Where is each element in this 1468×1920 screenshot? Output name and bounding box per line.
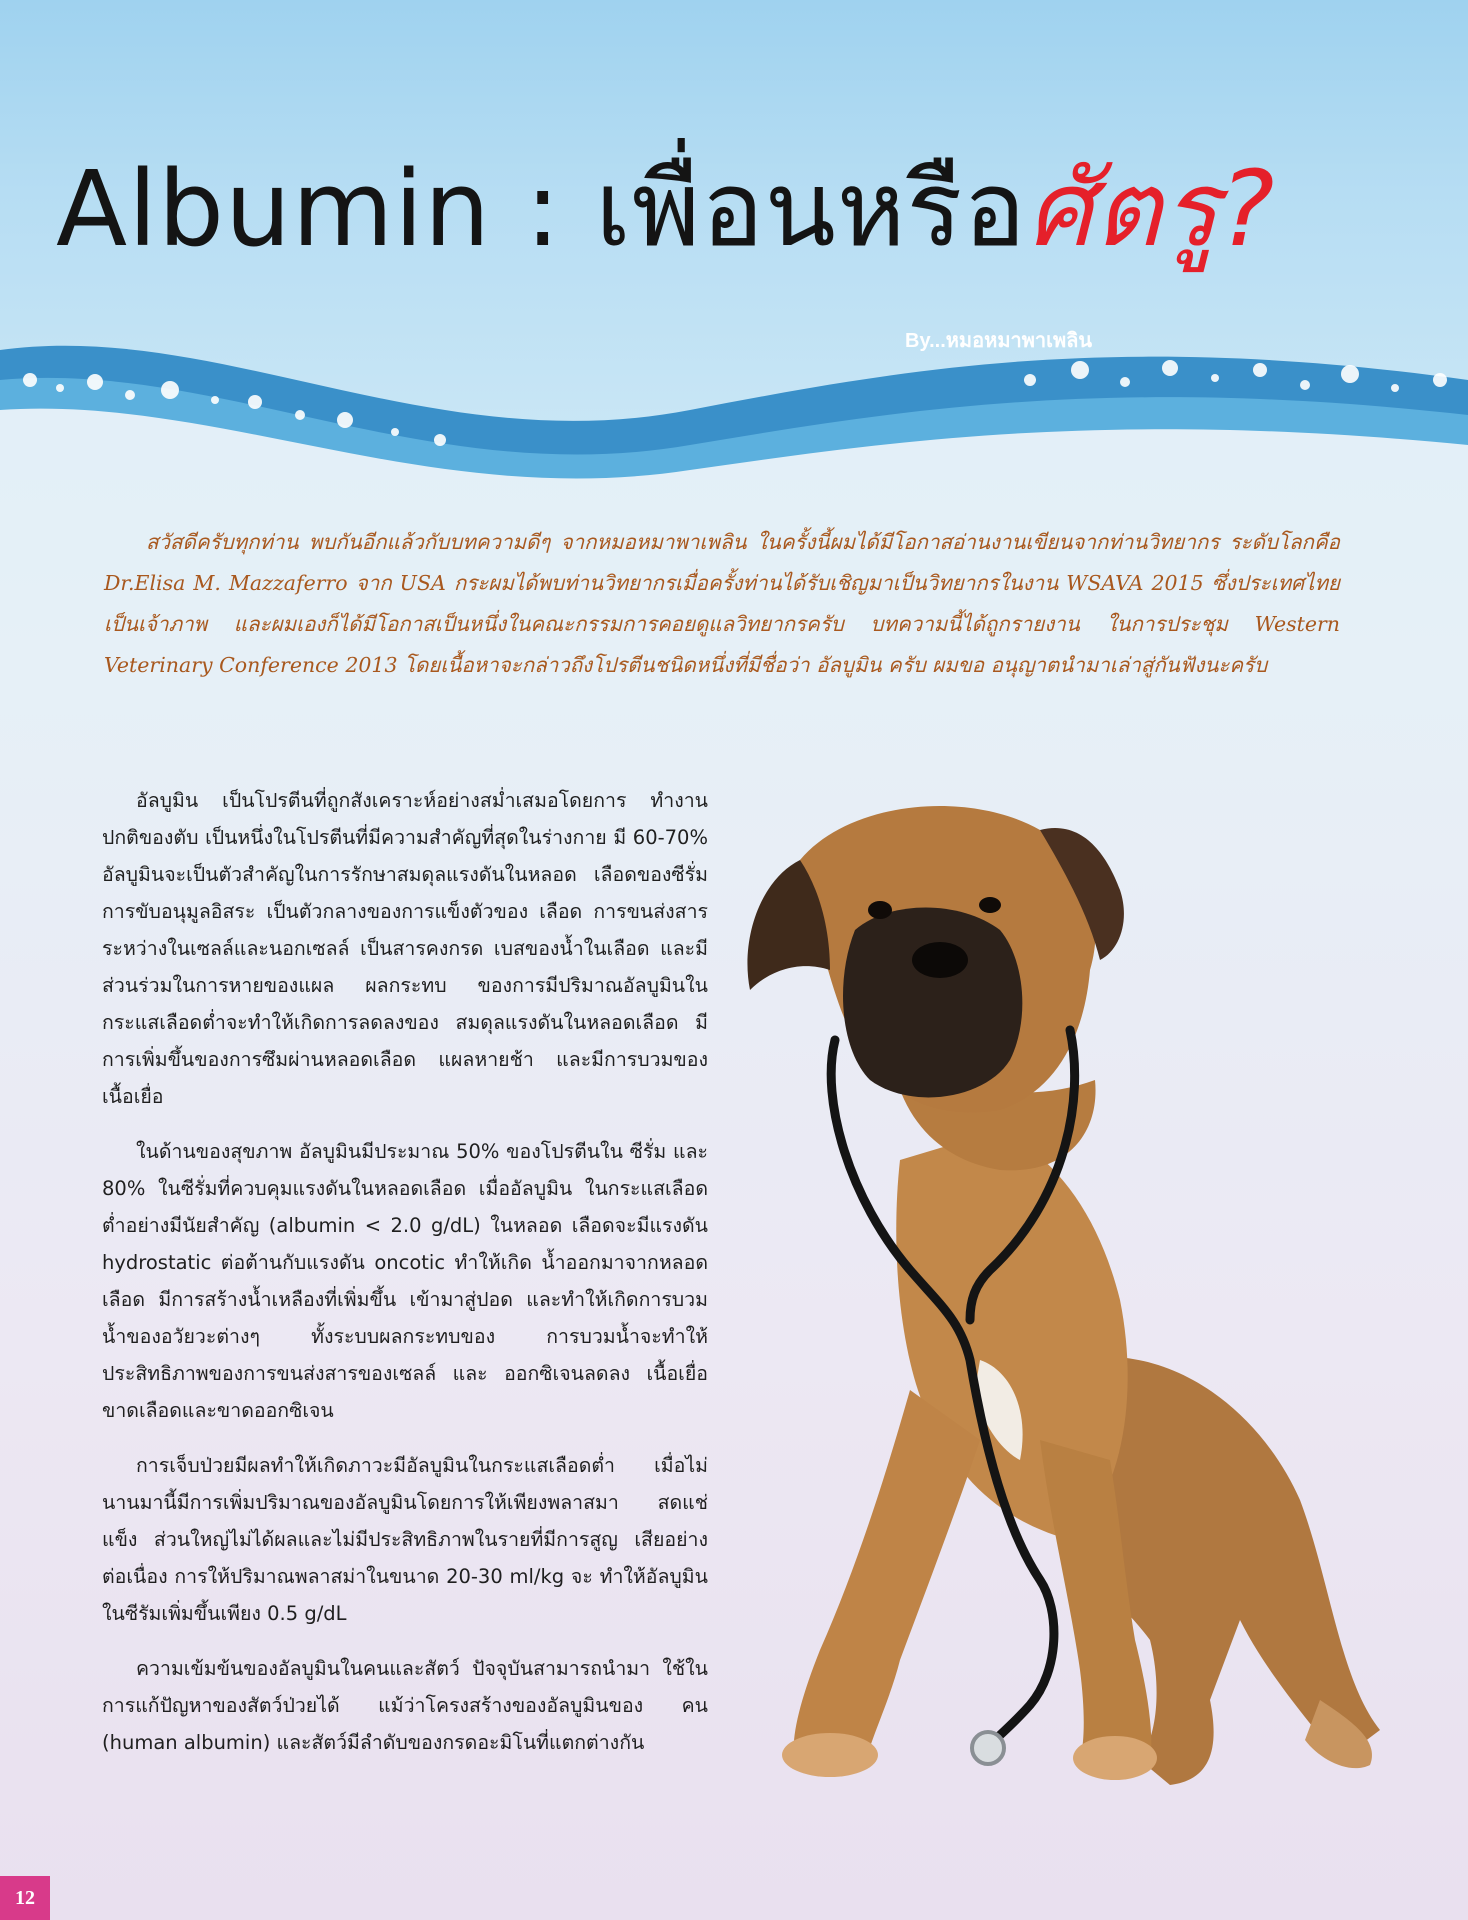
body-column bbox=[102, 782, 708, 1779]
intro-paragraph: สวัสดีครับทุกท่าน พบกันอีกแล้วกับบทความดีๆ จากหมอหมาพาเพลิน ในครั้งนี้ผมได้มีโอกาสอ่านงานเขียนจากท่านวิทยากร ระดับโลกคือ Dr.Elisa M. Mazzaferro จาก USA กระผมได้พบท่านวิทยากรเมื่อครั้งท่านได้รับเชิญมาเป็นวิทยากรในงาน WSAVA 2015 ซึ่งประเทศไทยเป็นเจ้าภาพ และผมเองก็ได้มีโอกาสเป็นหนึ่งในคณะกรรมการคอยดูแลวิทยากรครับ บทความนี้ได้ถูกรายงาน ในการประชุม Western Veterinary Conference 2013 โดยเนื้อหาจะกล่าวถึงโปรตีนชนิดหนึ่งที่มีชื่อว่า อัลบูมิน ครับ ผมขอ อนุญาตนำมาเล่าสู่กันฟังนะครับ bbox=[104, 530, 1340, 677]
header-banner bbox=[0, 0, 1468, 480]
title-main: Albumin : เพื่อนหรือ bbox=[56, 148, 1027, 270]
body-paragraph-1: อัลบูมิน เป็นโปรตีนที่ถูกสังเคราะห์อย่างสม่ำเสมอโดยการ ทำงานปกติของตับ เป็นหนึ่งในโปรตีนที่มีความสำคัญที่สุดในร่างกาย มี 60-70% อัลบูมินจะเป็นตัวสำคัญในการรักษาสมดุลแรงดันในหลอด เลือดของซีรั่ม การขับอนุมูลอิสระ เป็นตัวกลางของการแข็งตัวของ เลือด การขนส่งสารระหว่างในเซลล์และนอกเซลล์ เป็นสารคงกรด เบสของน้ำในเลือด และมีส่วนร่วมในการหายของแผล ผลกระทบ ของการมีปริมาณอัลบูมินในกระแสเลือดต่ำจะทำให้เกิดการลดลงของ สมดุลแรงดันในหลอดเลือด มีการเพิ่มขึ้นของการซึมผ่านหลอดเลือด แผลหายช้า และมีการบวมของเนื้อเยื่อ bbox=[102, 789, 708, 1108]
body-paragraph-2: ในด้านของสุขภาพ อัลบูมินมีประมาณ 50% ของโปรตีนใน ซีรั่ม และ 80% ในซีรั่มที่ควบคุมแรงดันในหลอดเลือด เมื่ออัลบูมิน ในกระแสเลือดต่ำอย่างมีนัยสำคัญ (albumin < 2.0 g/dL) ในหลอด เลือดจะมีแรงดัน hydrostatic ต่อต้านกับแรงดัน oncotic ทำให้เกิด น้ำออกมาจากหลอดเลือด มีการสร้างน้ำเหลืองที่เพิ่มขึ้น เข้ามาสู่ปอด และทำให้เกิดการบวมน้ำของอวัยวะต่างๆ ทั้งระบบผลกระทบของ การบวมน้ำจะทำให้ประสิทธิภาพของการขนส่งสารของเซลล์ และ ออกซิเจนลดลง เนื้อเยื่อขาดเลือดและขาดออกซิเจน bbox=[102, 1140, 708, 1422]
dog-with-stethoscope-photo bbox=[740, 800, 1380, 1800]
author-byline: By...หมอหมาพาเพลิน bbox=[905, 330, 1093, 352]
body-paragraph-4: ความเข้มข้นของอัลบูมินในคนและสัตว์ ปัจจุบันสามารถนำมา ใช้ในการแก้ปัญหาของสัตว์ป่วยได้ แม้ว่าโครงสร้างของอัลบูมินของ คน (human albumin) และสัตว์มีลำดับของกรดอะมิโนที่แตกต่างกัน bbox=[102, 1657, 708, 1754]
wave-decoration bbox=[0, 340, 1468, 480]
body-paragraph-3: การเจ็บป่วยมีผลทำให้เกิดภาวะมีอัลบูมินในกระแสเลือดต่ำ เมื่อไม่นานมานี้มีการเพิ่มปริมาณของอัลบูมินโดยการให้เพียงพลาสมา สดแช่แข็ง ส่วนใหญ่ไม่ได้ผลและไม่มีประสิทธิภาพในรายที่มีการสูญ เสียอย่างต่อเนื่อง การให้ปริมาณพลาสม่าในขนาด 20-30 ml/kg จะ ทำให้อัลบูมินในซีรัมเพิ่มขึ้นเพียง 0.5 g/dL bbox=[102, 1454, 708, 1625]
title-accent: ศัตรู? bbox=[1026, 148, 1276, 270]
article-title bbox=[56, 150, 1275, 270]
page-number: 12 bbox=[0, 1876, 50, 1920]
